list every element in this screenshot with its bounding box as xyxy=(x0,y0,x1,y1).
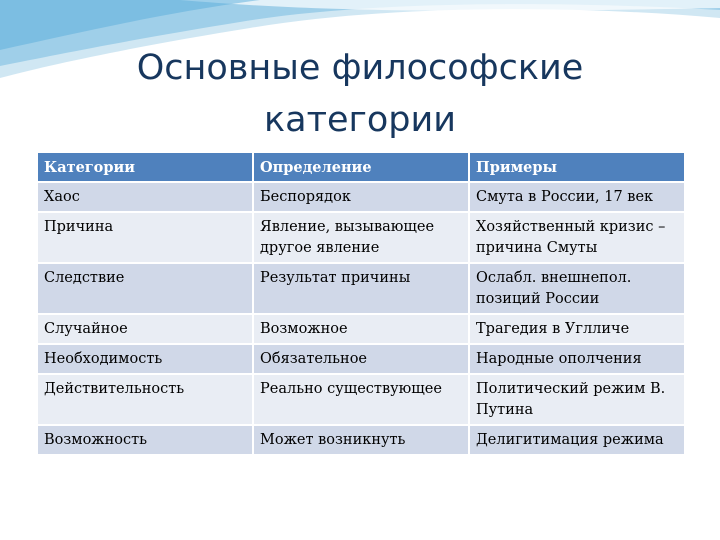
example-cell: Трагедия в Углличе xyxy=(469,314,685,344)
page-title xyxy=(0,42,720,146)
header-categories: Категории xyxy=(37,152,253,182)
table-row xyxy=(37,344,685,374)
example-cell: Ослабл. внешнепол. позиций России xyxy=(469,263,685,314)
header-definition: Определение xyxy=(253,152,469,182)
table-row xyxy=(37,314,685,344)
category-cell: Возможность xyxy=(37,425,253,455)
definition-cell: Реально существующее xyxy=(253,374,469,425)
category-cell: Хаос xyxy=(37,182,253,212)
title-line-2: категории xyxy=(263,100,457,140)
category-cell: Действительность xyxy=(37,374,253,425)
table-row xyxy=(37,425,685,455)
category-cell: Случайное xyxy=(37,314,253,344)
header-examples: Примеры xyxy=(469,152,685,182)
category-cell: Необходимость xyxy=(37,344,253,374)
definition-cell: Может возникнуть xyxy=(253,425,469,455)
table-row xyxy=(37,374,685,425)
example-cell: Смута в России, 17 век xyxy=(469,182,685,212)
definition-cell: Явление, вызывающее другое явление xyxy=(253,212,469,263)
example-cell: Народные ополчения xyxy=(469,344,685,374)
definition-cell: Обязательное xyxy=(253,344,469,374)
example-cell: Хозяйственный кризис – причина Смуты xyxy=(469,212,685,263)
category-cell: Следствие xyxy=(37,263,253,314)
table-row xyxy=(37,263,685,314)
title-line-1: Основные философские xyxy=(136,48,584,88)
table-row xyxy=(37,182,685,212)
definition-cell: Беспорядок xyxy=(253,182,469,212)
definition-cell: Возможное xyxy=(253,314,469,344)
example-cell: Политический режим В. Путина xyxy=(469,374,685,425)
definition-cell: Результат причины xyxy=(253,263,469,314)
categories-table xyxy=(36,151,686,456)
table-row xyxy=(37,212,685,263)
table-header-row xyxy=(37,152,685,182)
example-cell: Делигитимация режима xyxy=(469,425,685,455)
category-cell: Причина xyxy=(37,212,253,263)
